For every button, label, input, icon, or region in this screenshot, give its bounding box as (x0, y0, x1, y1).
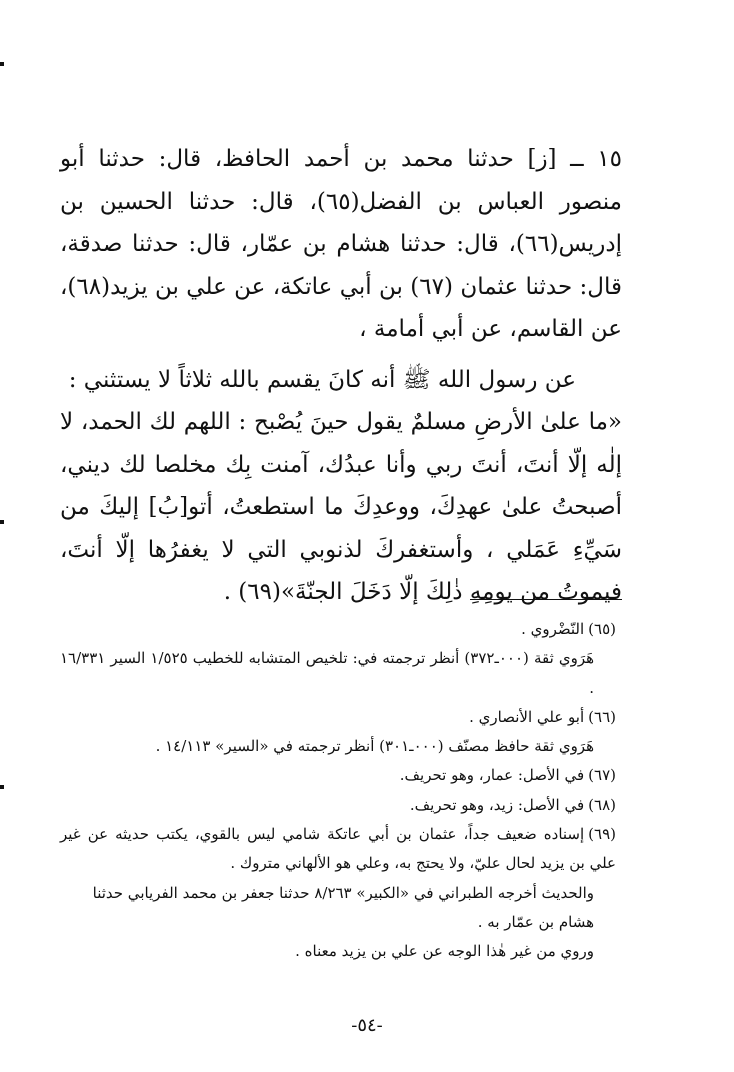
footnote-detail: هَرَوي ثقة (٠٠٠ـ٣٧٢) أنظر ترجمته في: تلخيص المتشابه للخطيب ١/٥٢٥ السير ١٦/٣٣١ . (60, 649, 595, 697)
footnote-detail: هَرَوي ثقة حافظ مصنّف (٠٠٠ـ٣٠١) أنظر ترجمته في «السير» ١٤/١١٣ . (155, 737, 594, 756)
footnote: (٦٧)في الأصل: عمار، وهو تحريف. (399, 766, 616, 785)
footnote: (٦٨)في الأصل: زيد، وهو تحريف. (409, 795, 616, 814)
footnote: (٦٥)النّضْروي . (521, 620, 616, 638)
hadith-text-paragraph: «ما علىٰ الأرضِ مسلمٌ يقول حينَ يُصْبح : اللهم لك الحمد، لا إلٰه إلّا أنتَ، أنتَ ربي وأنا عبدُك، آمنت بِك مخلصا لك ديني، أصبحتُ علىٰ عهدِكَ، ووعدِكَ ما استطعتُ، أتو[بُ] إليكَ من سَيِّءِ عَمَلي ، وأستغفركَ لذنوبي التي لا يغفرُها إلّا أنتَ، فيموتُ من يومِهِ ذٰلِكَ إلّا دَخَلَ الجنّةَ»(٦٩) . (60, 409, 622, 605)
page-number: -٥٤- (351, 1015, 383, 1036)
footnote-continuation: والحديث أخرجه الطبراني في «الكبير» ٨/٢٦٣ حدثنا جعفر بن محمد الفريابي حدثنا هشام بن عمّار به . (92, 883, 594, 931)
footnotes (60, 615, 616, 967)
hadith-chain-paragraph: ١٥ ــ [ز] حدثنا محمد بن أحمد الحافظ، قال: حدثنا أبو منصور العباس بن الفضل(٦٥)، قال: حدثنا الحسين بن إدريس(٦٦)، قال: حدثنا هشام بن عمّار، قال: حدثنا صدقة، قال: حدثنا عثمان (٦٧) بن أبي عاتكة، عن علي بن يزيد(٦٨)، عن القاسم، عن أبي أمامة ، (60, 146, 622, 342)
prophet-statement-paragraph: عن رسول الله ﷺ أنه كانَ يقسم بالله ثلاثاً لا يستثني : (68, 366, 576, 393)
footnote-continuation: وروي من غير هٰذا الوجه عن علي بن يزيد معناه . (295, 942, 594, 961)
footnote: (٦٩)إسناده ضعيف جداً، عثمان بن أبي عاتكة شامي ليس بالقوي، يكتب حديثه عن غير علي بن يزيد لحال عليّ، ولا يحتج به، وعلي هو الألهاني متروك . (60, 825, 616, 873)
footnote: (٦٦)أبو علي الأنصاري . (469, 707, 616, 726)
scan-edge-mark (0, 62, 4, 66)
scan-edge-mark (0, 520, 4, 524)
main-text (60, 138, 622, 614)
footnote-divider (470, 599, 622, 600)
scan-edge-mark (0, 785, 4, 789)
